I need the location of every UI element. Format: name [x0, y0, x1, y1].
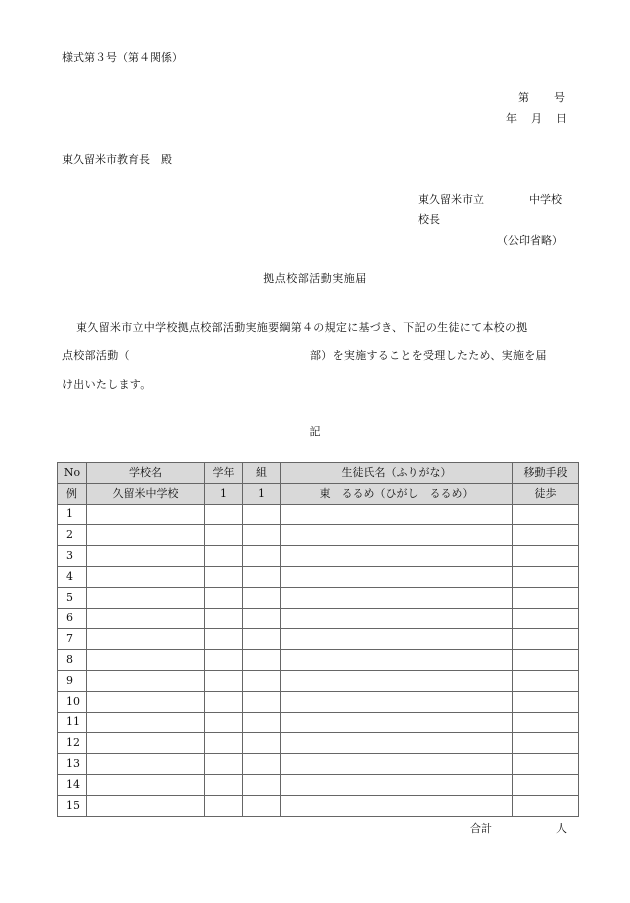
total-unit: 人 [556, 822, 567, 835]
student-roster-table [57, 462, 579, 817]
seal-omitted-note: （公印省略） [497, 234, 563, 247]
class-cell[interactable] [243, 629, 281, 650]
school-name-cell[interactable] [87, 754, 205, 775]
grade-cell[interactable] [205, 566, 243, 587]
student-name-cell[interactable] [281, 774, 513, 795]
grade-cell[interactable] [205, 712, 243, 733]
row-number: 10 [58, 691, 87, 712]
class-cell[interactable] [243, 712, 281, 733]
grade-cell[interactable] [205, 733, 243, 754]
addressee: 東久留米市教育長 殿 [62, 153, 172, 166]
table-row [58, 670, 579, 691]
total-label: 合計 [470, 822, 492, 835]
transport-cell[interactable] [513, 754, 579, 775]
row-number: 5 [58, 587, 87, 608]
school-name-cell[interactable] [87, 587, 205, 608]
grade-cell[interactable] [205, 504, 243, 525]
student-name-cell[interactable] [281, 546, 513, 567]
class-cell[interactable] [243, 795, 281, 816]
row-number: 6 [58, 608, 87, 629]
class-cell[interactable] [243, 546, 281, 567]
row-number: 4 [58, 566, 87, 587]
grade-cell[interactable] [205, 525, 243, 546]
table-row [58, 691, 579, 712]
school-name-cell[interactable] [87, 504, 205, 525]
grade-cell[interactable] [205, 754, 243, 775]
table-row [58, 795, 579, 816]
row-number: 3 [58, 546, 87, 567]
student-name-cell[interactable] [281, 795, 513, 816]
class-cell[interactable] [243, 587, 281, 608]
class-cell[interactable] [243, 691, 281, 712]
class-cell[interactable] [243, 733, 281, 754]
student-name-cell[interactable] [281, 712, 513, 733]
grade-cell[interactable] [205, 650, 243, 671]
student-name-cell[interactable] [281, 691, 513, 712]
table-row [58, 525, 579, 546]
class-cell[interactable] [243, 608, 281, 629]
ki-marker: 記 [309, 425, 321, 438]
grade-cell[interactable] [205, 691, 243, 712]
table-row [58, 754, 579, 775]
body-text-line-2-start: 点校部活動（ [62, 349, 130, 362]
header-transport: 移動手段 [513, 463, 579, 484]
table-row [58, 608, 579, 629]
school-name-cell[interactable] [87, 774, 205, 795]
class-cell[interactable] [243, 670, 281, 691]
row-number: 8 [58, 650, 87, 671]
table-row [58, 733, 579, 754]
school-name-cell[interactable] [87, 670, 205, 691]
document-title: 拠点校部活動実施届 [263, 272, 367, 285]
table-row [58, 504, 579, 525]
student-name-cell[interactable] [281, 733, 513, 754]
body-text-line-3: け出いたします。 [62, 378, 152, 391]
school-name-cell[interactable] [87, 650, 205, 671]
table-row [58, 774, 579, 795]
row-number: 2 [58, 525, 87, 546]
body-text-line-2-end: 部）を実施することを受理したため、実施を届 [310, 349, 547, 362]
transport-cell[interactable] [513, 525, 579, 546]
grade-cell[interactable] [205, 774, 243, 795]
transport-cell[interactable] [513, 546, 579, 567]
table-row [58, 712, 579, 733]
school-name-cell[interactable] [87, 525, 205, 546]
form-number: 様式第３号（第４関係） [62, 51, 183, 64]
school-name-cell[interactable] [87, 795, 205, 816]
student-name-cell[interactable] [281, 587, 513, 608]
transport-cell[interactable] [513, 650, 579, 671]
class-cell[interactable] [243, 566, 281, 587]
class-cell[interactable] [243, 774, 281, 795]
grade-cell[interactable] [205, 587, 243, 608]
body-text-line-1: 東久留米市立中学校拠点校部活動実施要綱第４の規定に基づき、下記の生徒にて本校の拠 [76, 321, 528, 334]
table-header-row [58, 463, 579, 484]
school-name-cell[interactable] [87, 691, 205, 712]
table-row [58, 546, 579, 567]
school-name-cell[interactable] [87, 712, 205, 733]
student-name-cell[interactable] [281, 670, 513, 691]
student-name-cell[interactable] [281, 650, 513, 671]
document-number-label: 第 [518, 91, 529, 104]
sender-principal: 校長 [418, 213, 440, 226]
student-name-cell[interactable] [281, 629, 513, 650]
example-row [58, 483, 579, 504]
header-no: No [58, 463, 87, 484]
school-name-cell[interactable] [87, 733, 205, 754]
school-name-cell[interactable] [87, 546, 205, 567]
row-number: 7 [58, 629, 87, 650]
example-grade: 1 [205, 483, 243, 504]
header-school-name: 学校名 [87, 463, 205, 484]
class-cell[interactable] [243, 504, 281, 525]
transport-cell[interactable] [513, 795, 579, 816]
sender-school-suffix: 中学校 [529, 193, 562, 206]
example-label: 例 [58, 483, 87, 504]
grade-cell[interactable] [205, 629, 243, 650]
row-number: 13 [58, 754, 87, 775]
grade-cell[interactable] [205, 670, 243, 691]
student-name-cell[interactable] [281, 566, 513, 587]
table-row [58, 587, 579, 608]
transport-cell[interactable] [513, 566, 579, 587]
table-row [58, 566, 579, 587]
row-number: 14 [58, 774, 87, 795]
example-transport: 徒歩 [513, 483, 579, 504]
row-number: 9 [58, 670, 87, 691]
school-name-cell[interactable] [87, 629, 205, 650]
transport-cell[interactable] [513, 733, 579, 754]
table-row [58, 629, 579, 650]
row-number: 15 [58, 795, 87, 816]
header-grade: 学年 [205, 463, 243, 484]
school-name-cell[interactable] [87, 608, 205, 629]
grade-cell[interactable] [205, 546, 243, 567]
header-student-name: 生徒氏名（ふりがな） [281, 463, 513, 484]
document-number-suffix: 号 [554, 91, 565, 104]
transport-cell[interactable] [513, 608, 579, 629]
transport-cell[interactable] [513, 691, 579, 712]
class-cell[interactable] [243, 754, 281, 775]
row-number: 11 [58, 712, 87, 733]
transport-cell[interactable] [513, 670, 579, 691]
transport-cell[interactable] [513, 629, 579, 650]
student-name-cell[interactable] [281, 525, 513, 546]
row-number: 12 [58, 733, 87, 754]
row-number: 1 [58, 504, 87, 525]
transport-cell[interactable] [513, 504, 579, 525]
transport-cell[interactable] [513, 587, 579, 608]
example-student-name: 東 るるめ（ひがし るるめ） [281, 483, 513, 504]
student-name-cell[interactable] [281, 754, 513, 775]
transport-cell[interactable] [513, 712, 579, 733]
student-name-cell[interactable] [281, 608, 513, 629]
grade-cell[interactable] [205, 608, 243, 629]
header-class: 組 [243, 463, 281, 484]
class-cell[interactable] [243, 525, 281, 546]
class-cell[interactable] [243, 650, 281, 671]
date-day-label: 日 [556, 112, 567, 125]
example-class: 1 [243, 483, 281, 504]
example-school-name: 久留米中学校 [87, 483, 205, 504]
grade-cell[interactable] [205, 795, 243, 816]
date-month-label: 月 [531, 112, 542, 125]
table-row [58, 650, 579, 671]
transport-cell[interactable] [513, 774, 579, 795]
student-name-cell[interactable] [281, 504, 513, 525]
school-name-cell[interactable] [87, 566, 205, 587]
sender-city: 東久留米市立 [418, 193, 484, 206]
date-year-label: 年 [506, 112, 517, 125]
